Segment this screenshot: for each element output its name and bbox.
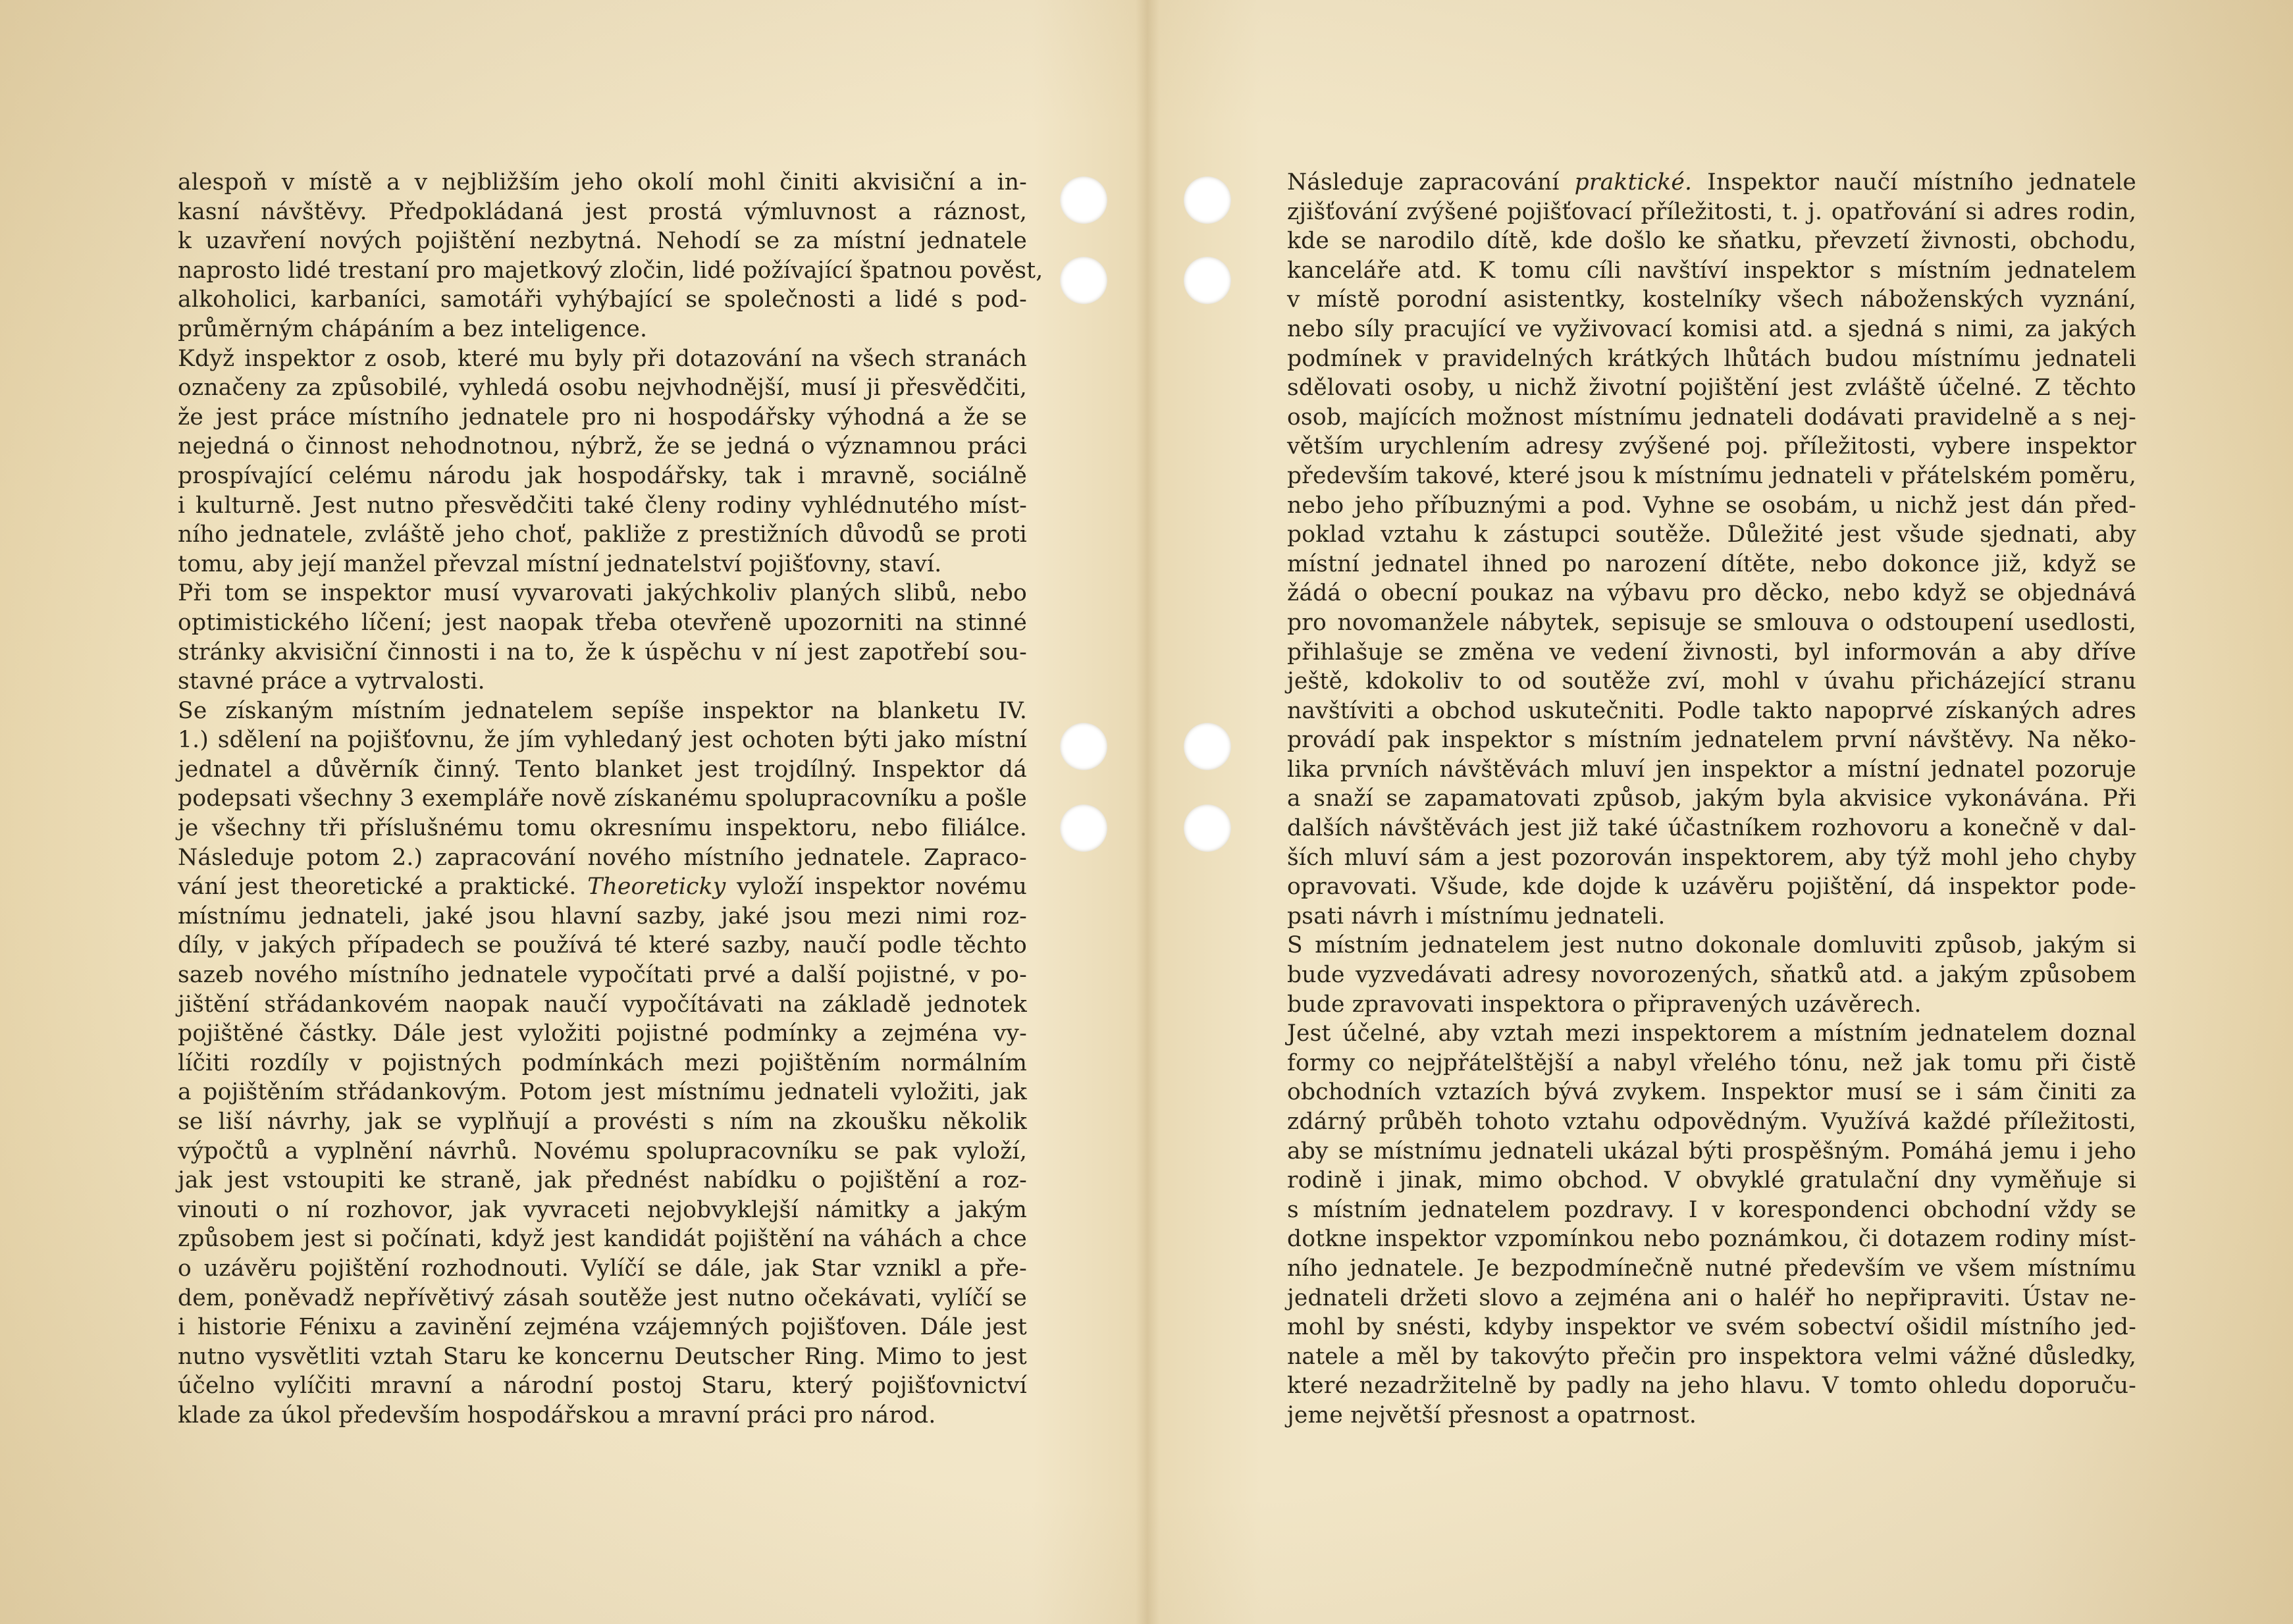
text-line: osob, majících možnost místnímu jednateli dodávati pravidelně a s nej- <box>1287 404 2136 431</box>
text-line: ního jednatele, zvláště jeho choť, pakliže z prestižních důvodů se proti <box>178 521 1027 548</box>
text-line: v místě porodní asistentky, kostelníky všech náboženských vyznání, <box>1287 286 2136 313</box>
text-line <box>1287 168 2136 197</box>
text-line: nejedná o činnost nehodnotnou, nýbrž, že se jedná o významnou práci <box>178 433 1027 460</box>
text-line: provádí pak inspektor s místním jednatelem první návštěvy. Na něko- <box>1287 727 2136 754</box>
text-line: pro novomanžele nábytek, sepisuje se smlouva o odstoupení usedlosti, <box>1287 609 2136 636</box>
text-line: podepsati všechny 3 exempláře nově získanému spolupracovníku a pošle <box>178 785 1027 812</box>
text-line: především takové, které jsou k místnímu jednateli v přátelském poměru, <box>1287 462 2136 489</box>
text-line: klade za úkol především hospodářskou a mravní práci pro národ. <box>178 1401 936 1428</box>
text-line: kanceláře atd. K tomu cíli navštíví inspektor s místním jednatelem <box>1287 257 2136 284</box>
text-line: díly, v jakých případech se používá té které sazby, naučí podle těchto <box>178 932 1027 959</box>
text-line: alkoholici, karbaníci, samotáři vyhýbající se společnosti a lidé s pod- <box>178 286 1027 313</box>
punch-hole <box>1184 257 1231 304</box>
text-line: účelno vylíčiti mravní a národní postoj Staru, který pojišťovnictví <box>178 1373 1027 1400</box>
text-line: i historie Fénixu a zavinění zejména vzájemných pojišťoven. Dále jest <box>178 1314 1027 1341</box>
text-line: optimistického líčení; jest naopak třeba otevřeně upozorniti na stinné <box>178 609 1027 636</box>
text-line: přihlašuje se změna ve vedení živnosti, byl informován a aby dříve <box>1287 639 2136 666</box>
text-line: že jest práce místního jednatele pro ni hospodářsky výhodná a že se <box>178 404 1027 431</box>
text-line: lika prvních návštěvách mluví jen inspektor a místní jednatel pozoruje <box>1287 756 2136 783</box>
text-line: nebo síly pracující ve vyživovací komisi atd. a sjedná s nimi, za jakých <box>1287 315 2136 342</box>
text-line: naprosto lidé trestaní pro majetkový zločin, lidé požívající špatnou pověst, <box>178 257 1043 284</box>
text-line: líčiti rozdíly v pojistných podmínkách mezi pojištěním normálním <box>178 1049 1027 1076</box>
text-line: zjišťování zvýšené pojišťovací příležitosti, t. j. opatřování si adres rodin, <box>1287 198 2136 225</box>
text-line: sdělovati osoby, u nichž životní pojištění jest zvláště účelné. Z těchto <box>1287 375 2136 402</box>
text-line: jednatel a důvěrník činný. Tento blanket jest trojdílný. Inspektor dá <box>178 756 1027 783</box>
text-line: Když inspektor z osob, které mu byly při dotazování na všech stranách <box>178 345 1027 372</box>
text-line: sazeb nového místního jednatele vypočítati prvé a další pojistné, v po- <box>178 962 1027 989</box>
text-line: tomu, aby její manžel převzal místní jednatelství pojišťovny, staví. <box>178 550 942 577</box>
text-line: prospívající celému národu jak hospodářsky, tak i mravně, sociálně <box>178 462 1027 489</box>
punch-hole <box>1060 723 1107 770</box>
punch-hole <box>1060 176 1107 224</box>
text-line: alespoň v místě a v nejbližším jeho okolí mohl činiti akvisiční a in- <box>178 169 1027 196</box>
text-line: jištění střádankovém naopak naučí vypočítávati na základě jednotek <box>178 991 1027 1018</box>
text-line: větším urychlením adresy zvýšené poj. příležitosti, vybere inspektor <box>1287 433 2136 460</box>
text-segment: vyloží inspektor novému <box>725 874 1027 901</box>
text-line: průměrným chápáním a bez inteligence. <box>178 315 648 342</box>
text-line: nutno vysvětliti vztah Staru ke koncernu Deutscher Ring. Mimo to jest <box>178 1343 1027 1370</box>
text-line: poklad vztahu k zástupci soutěže. Důležité jest všude sjednati, aby <box>1287 521 2136 548</box>
text-line: i kulturně. Jest nutno přesvědčiti také členy rodiny vyhlédnutého míst- <box>178 492 1027 519</box>
text-line: dem, poněvadž nepřívětivý zásah soutěže jest nutno očekávati, vylíčí se <box>178 1284 1027 1311</box>
text-line: a snaží se zapamatovati způsob, jakým byla akvisice vykonávána. Při <box>1287 785 2136 812</box>
text-line: výpočtů a vyplnění návrhů. Novému spolupracovníku se pak vyloží, <box>178 1138 1027 1165</box>
italic-term: praktické. <box>1574 169 1693 196</box>
punch-hole <box>1184 723 1231 770</box>
text-line: nebo jeho příbuznými a pod. Vyhne se osobám, u nichž jest dán před- <box>1287 492 2136 519</box>
text-line: bude vyzvedávati adresy novorozených, sňatků atd. a jakým způsobem <box>1287 962 2136 989</box>
punch-hole <box>1184 804 1231 852</box>
text-line: jeme největší přesnost a opatrnost. <box>1287 1401 1697 1428</box>
text-line: Při tom se inspektor musí vyvarovati jakýchkoliv planých slibů, nebo <box>178 580 1027 607</box>
punch-hole <box>1060 804 1107 852</box>
text-line: kasní návštěvy. Předpokládaná jest prostá výmluvnost a ráznost, <box>178 198 1027 225</box>
text-line: stavné práce a vytrvalosti. <box>178 668 485 695</box>
text-line: k uzavření nových pojištění nezbytná. Nehodí se za místní jednatele <box>178 228 1027 255</box>
text-line: podmínek v pravidelných krátkých lhůtách budou místnímu jednateli <box>1287 345 2136 372</box>
text-line: je všechny tři příslušnému tomu okresnímu inspektoru, nebo filiálce. <box>178 815 1027 842</box>
text-segment: Následuje zapracování <box>1287 169 1575 196</box>
text-line: Se získaným místním jednatelem sepíše inspektor na blanketu IV. <box>178 697 1027 724</box>
text-line: stránky akvisiční činnosti i na to, že k úspěchu v ní jest zapotřebí sou- <box>178 639 1027 666</box>
text-line: žádá o obecní poukaz na výbavu pro děcko, nebo když se objednává <box>1287 580 2136 607</box>
text-line: opravovati. Všude, kde dojde k uzávěru pojištění, dá inspektor pode- <box>1287 874 2136 901</box>
punch-hole <box>1060 257 1107 304</box>
text-line: S místním jednatelem jest nutno dokonale domluviti způsob, jakým si <box>1287 932 2136 959</box>
text-line: označeny za způsobilé, vyhledá osobu nejvhodnější, musí ji přesvědčiti, <box>178 375 1027 402</box>
text-line: ještě, kdokoliv to od soutěže zví, mohl v úvahu přicházející stranu <box>1287 668 2136 695</box>
text-line: obchodních vztazích bývá zvykem. Inspektor musí se i sám činiti za <box>1287 1079 2136 1106</box>
text-line: ších mluví sám a jest pozorován inspektorem, aby týž mohl jeho chyby <box>1287 844 2136 871</box>
text-line: Následuje potom 2.) zapracování nového místního jednatele. Zapraco- <box>178 844 1027 871</box>
text-line: aby se místnímu jednateli ukázal býti prospěšným. Pomáhá jemu i jeho <box>1287 1138 2136 1165</box>
text-segment: vání jest theoretické a praktické. <box>178 874 588 901</box>
text-line: dalších návštěvách jest již také účastníkem rozhovoru a konečně v dal- <box>1287 815 2136 842</box>
text-line: natele a měl by takovýto přečin pro inspektora velmi vážné důsledky, <box>1287 1343 2136 1370</box>
text-line: zdárný průběh tohoto vztahu odpovědným. Využívá každé příležitosti, <box>1287 1109 2136 1135</box>
text-line: a pojištěním střádankovým. Potom jest místnímu jednateli vyložiti, jak <box>178 1079 1027 1106</box>
text-line: kde se narodilo dítě, kde došlo ke sňatku, převzetí živnosti, obchodu, <box>1287 228 2136 255</box>
text-line: Jest účelné, aby vztah mezi inspektorem a místním jednatelem doznal <box>1287 1020 2136 1047</box>
text-line: místnímu jednateli, jaké jsou hlavní sazby, jaké jsou mezi nimi roz- <box>178 903 1027 930</box>
text-line: pojištěné částky. Dále jest vyložiti pojistné podmínky a zejména vy- <box>178 1020 1027 1047</box>
text-line: způsobem jest si počínati, když jest kandidát pojištění na váhách a chce <box>178 1226 1027 1253</box>
text-segment: Inspektor naučí místního jednatele <box>1692 169 2136 196</box>
text-line: jednateli držeti slovo a zejména ani o haléř ho nepřipraviti. Ústav ne- <box>1287 1284 2136 1311</box>
text-line: mohl by snésti, kdyby inspektor ve svém sobectví ošidil místního jed- <box>1287 1314 2136 1341</box>
text-line: místní jednatel ihned po narození dítěte, nebo dokonce již, když se <box>1287 550 2136 577</box>
text-line: vinouti o ní rozhovor, jak vyvraceti nejobvyklejší námitky a jakým <box>178 1196 1027 1223</box>
page-fold <box>1136 0 1159 1624</box>
text-line: bude zpravovati inspektora o připravených uzávěrech. <box>1287 991 1922 1018</box>
text-line <box>178 872 1027 902</box>
text-line: ního jednatele. Je bezpodmínečně nutné především ve všem místnímu <box>1287 1255 2136 1282</box>
punch-hole <box>1184 176 1231 224</box>
text-line: se liší návrhy, jak se vyplňují a provésti s ním na zkoušku několik <box>178 1109 1027 1135</box>
right-page-text <box>1287 168 2136 1430</box>
text-line: psati návrh i místnímu jednateli. <box>1287 903 1666 930</box>
text-line: které nezadržitelně by padly na jeho hlavu. V tomto ohledu doporuču- <box>1287 1373 2136 1400</box>
text-line: rodině i jinak, mimo obchod. V obvyklé gratulační dny vyměňuje si <box>1287 1167 2136 1194</box>
text-line: jak jest vstoupiti ke straně, jak přednést nabídku o pojištění a roz- <box>178 1167 1027 1194</box>
text-line: o uzávěru pojištění rozhodnouti. Vylíčí se dále, jak Star vznikl a pře- <box>178 1255 1027 1282</box>
left-page-text <box>178 168 1043 1430</box>
italic-term: Theoreticky <box>587 874 726 901</box>
text-line: dotkne inspektor vzpomínkou nebo poznámkou, či dotazem rodiny míst- <box>1287 1226 2136 1253</box>
text-line: formy co nejpřátelštější a nabyl vřelého tónu, než jak tomu při čistě <box>1287 1049 2136 1076</box>
text-line: s místním jednatelem pozdravy. I v korespondenci obchodní vždy se <box>1287 1196 2136 1223</box>
text-line: navštíviti a obchod uskutečniti. Podle takto napoprvé získaných adres <box>1287 697 2136 724</box>
text-line: 1.) sdělení na pojišťovnu, že jím vyhledaný jest ochoten býti jako místní <box>178 727 1027 754</box>
